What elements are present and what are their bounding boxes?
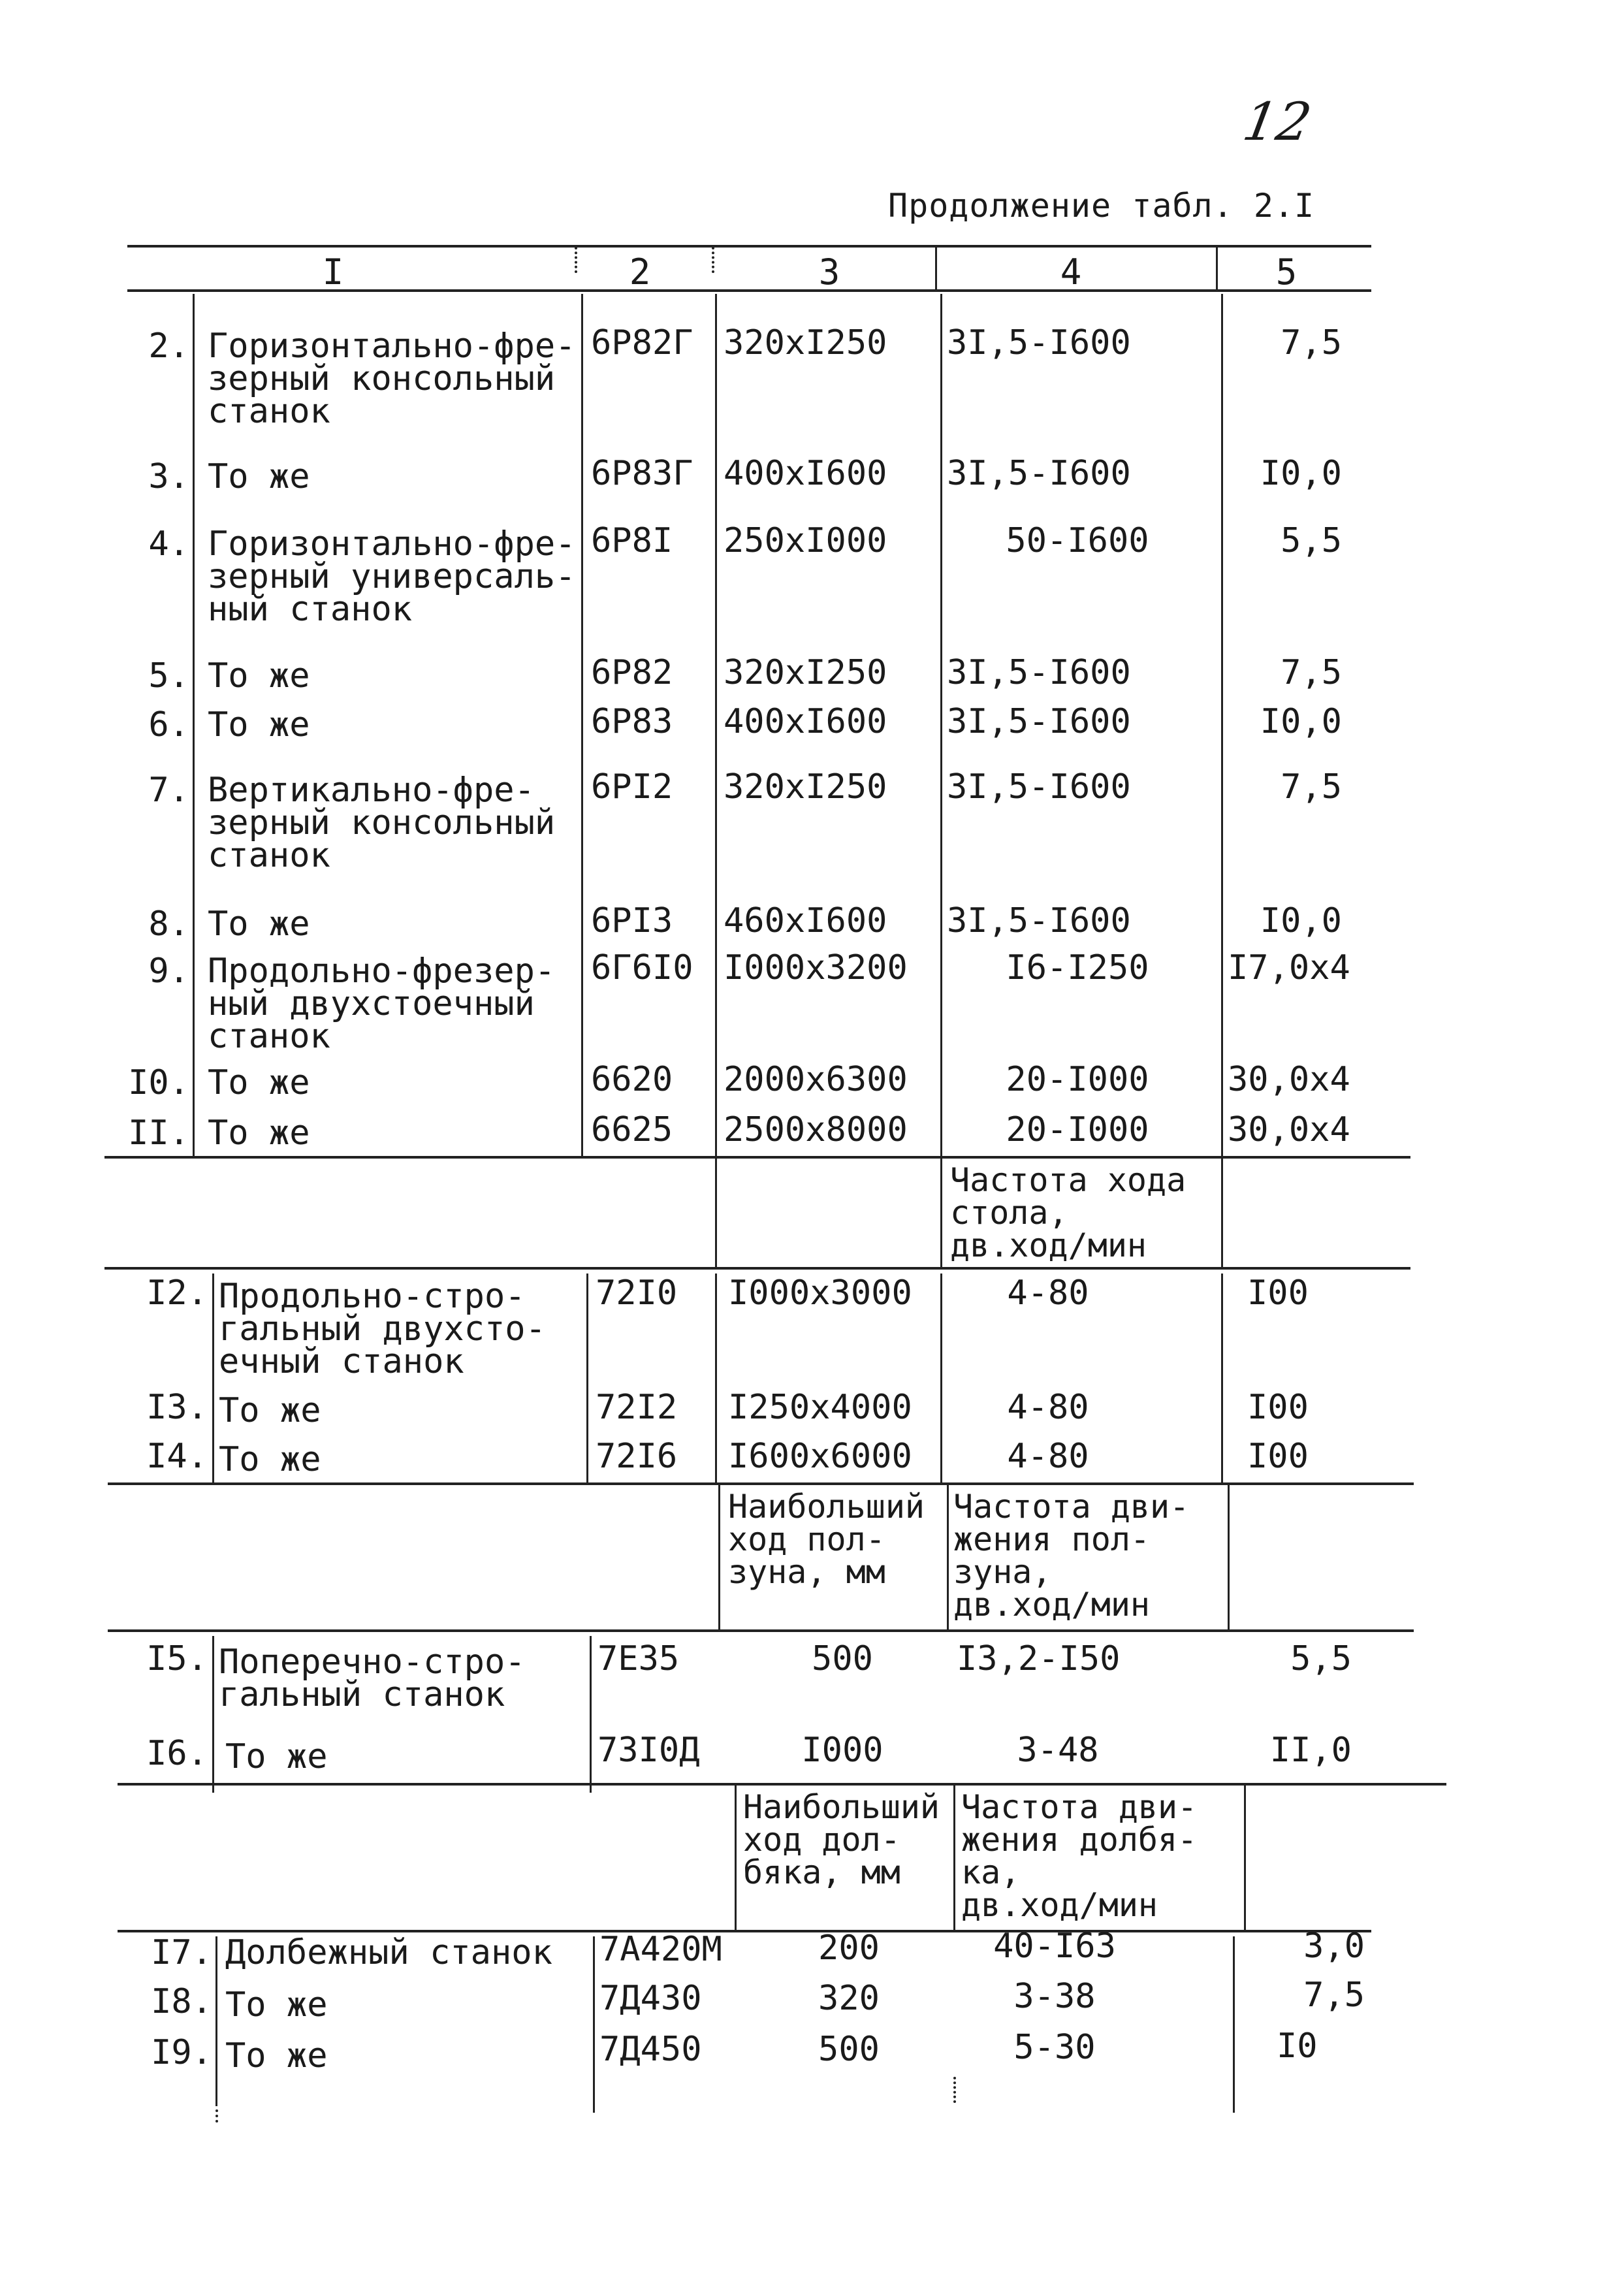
- row-size: I250x4000: [728, 1388, 912, 1427]
- row-range: 3-48: [1017, 1731, 1099, 1770]
- row-model: 7Д450: [599, 2030, 702, 2069]
- column-rule: [590, 1636, 592, 1793]
- row-model: 7Д430: [599, 1979, 702, 2018]
- row-name: Горизонтально-фре- зерный универсаль- ный станок: [208, 524, 576, 629]
- row-size: 2500x8000: [724, 1110, 908, 1149]
- row-range: 20-I000: [1006, 1110, 1149, 1149]
- row-number: 7.: [148, 771, 189, 810]
- column-rule: [715, 1156, 717, 1267]
- row-range: 3I,5-I600: [947, 454, 1131, 493]
- row-number: 6.: [148, 705, 189, 745]
- row-size: 500: [812, 1639, 873, 1678]
- row-number: I0.: [128, 1063, 189, 1102]
- column-rule: [715, 1274, 717, 1482]
- row-model: 6Р83Г: [591, 454, 693, 493]
- row-range: I6-I250: [1006, 948, 1149, 987]
- row-model: 6Р82: [591, 653, 673, 692]
- row-name: То же: [225, 1985, 328, 2025]
- column-rule: [1221, 294, 1223, 1156]
- row-power: 3,0: [1303, 1927, 1365, 1966]
- column-rule: [953, 2077, 956, 2103]
- row-name: То же: [225, 2036, 328, 2075]
- row-size: 320xI250: [724, 323, 887, 362]
- subheader-col-4: Частота дви- жения долбя- ка, дв.ход/мин: [961, 1788, 1198, 1924]
- row-model: 6Р83: [591, 702, 673, 741]
- row-range: 3I,5-I600: [947, 702, 1131, 741]
- row-name: Вертикально-фре- зерный консольный станок: [208, 771, 556, 875]
- row-power: I00: [1247, 1437, 1309, 1476]
- row-model: 6620: [591, 1060, 673, 1099]
- row-name: То же: [219, 1391, 321, 1430]
- row-number: 4.: [148, 524, 189, 564]
- row-model: 6РI2: [591, 767, 673, 807]
- section-rule: [108, 1482, 1414, 1485]
- column-rule: [715, 294, 717, 1156]
- row-range: 4-80: [1007, 1388, 1089, 1427]
- row-range: I3,2-I50: [957, 1639, 1121, 1678]
- row-number: I3.: [146, 1388, 208, 1427]
- row-name: То же: [208, 656, 310, 696]
- row-number: 3.: [148, 457, 189, 496]
- row-number: I2.: [146, 1274, 208, 1313]
- header-col-3: 3: [818, 251, 840, 293]
- row-name: Продольно-фрезер- ный двухстоечный станок: [208, 952, 556, 1056]
- row-range: 4-80: [1007, 1274, 1089, 1313]
- row-number: I7.: [151, 1933, 212, 1972]
- column-rule: [1221, 1274, 1223, 1482]
- column-rule: [593, 1936, 595, 2113]
- header-divider: [575, 247, 577, 273]
- row-size: 320xI250: [724, 767, 887, 807]
- column-rule: [212, 1274, 214, 1482]
- row-model: 7А420М: [599, 1930, 722, 1969]
- row-model: 72I2: [596, 1388, 678, 1427]
- subheader-col-3: Наибольший ход пол- зуна, мм: [728, 1488, 925, 1591]
- row-number: I9.: [151, 2033, 212, 2072]
- column-rule: [215, 1936, 217, 2106]
- row-range: 3-38: [1013, 1977, 1096, 2016]
- row-name: Продольно-стро- гальный двухсто- ечный станок: [219, 1277, 546, 1381]
- row-size: 400xI600: [724, 454, 887, 493]
- column-rule: [1233, 1936, 1235, 2113]
- row-model: 6Г6I0: [591, 948, 693, 987]
- row-model: 72I6: [596, 1437, 678, 1476]
- column-rule: [1244, 1783, 1246, 1930]
- row-name: То же: [208, 457, 310, 496]
- column-rule: [193, 294, 195, 1156]
- column-rule: [940, 294, 942, 1156]
- row-power: I0,0: [1260, 901, 1342, 940]
- row-name: То же: [208, 705, 310, 745]
- row-range: 3I,5-I600: [947, 323, 1131, 362]
- column-rule: [1221, 1156, 1223, 1267]
- row-size: 460xI600: [724, 901, 887, 940]
- row-power: 5,5: [1281, 521, 1342, 560]
- column-rule: [947, 1482, 949, 1629]
- subheader-col-4: Частота хода стола, дв.ход/мин: [950, 1161, 1186, 1264]
- row-power: 7,5: [1281, 767, 1342, 807]
- row-power: 30,0x4: [1228, 1110, 1350, 1149]
- row-number: I4.: [146, 1437, 208, 1476]
- row-model: 6РI3: [591, 901, 673, 940]
- table-caption: Продолжение табл. 2.I: [888, 187, 1315, 225]
- row-number: 8.: [148, 905, 189, 944]
- column-rule: [586, 1274, 588, 1482]
- row-model: 7Е35: [597, 1639, 680, 1678]
- row-name: То же: [208, 1063, 310, 1102]
- row-power: I00: [1247, 1274, 1309, 1313]
- column-rule: [212, 1636, 214, 1793]
- row-model: 72I0: [596, 1274, 678, 1313]
- row-name: Долбежный станок: [225, 1933, 552, 1972]
- row-range: 5-30: [1013, 2028, 1096, 2067]
- row-range: 20-I000: [1006, 1060, 1149, 1099]
- row-size: I600x6000: [728, 1437, 912, 1476]
- subheader-col-3: Наибольший ход дол- бяка, мм: [743, 1788, 940, 1891]
- row-power: 7,5: [1281, 323, 1342, 362]
- column-rule: [953, 1783, 955, 1930]
- column-rule: [940, 1274, 942, 1482]
- header-divider: [712, 247, 714, 273]
- row-number: I5.: [146, 1639, 208, 1678]
- row-number: I6.: [146, 1734, 208, 1773]
- row-range: 4-80: [1007, 1437, 1089, 1476]
- row-number: I8.: [151, 1982, 212, 2021]
- subheader-col-4: Частота дви- жения пол- зуна, дв.ход/мин: [953, 1488, 1190, 1624]
- row-name: То же: [208, 905, 310, 944]
- column-rule: [1228, 1482, 1230, 1629]
- header-top-rule: [127, 245, 1371, 248]
- row-range: 3I,5-I600: [947, 653, 1131, 692]
- column-rule: [215, 2109, 218, 2123]
- row-model: 73I0Д: [597, 1731, 700, 1770]
- row-power: 30,0x4: [1228, 1060, 1350, 1099]
- row-size: 200: [818, 1929, 880, 1968]
- section-rule: [108, 1629, 1414, 1632]
- row-power: 5,5: [1290, 1639, 1352, 1678]
- row-model: 6Р8I: [591, 521, 673, 560]
- row-name: Горизонтально-фре- зерный консольный станок: [208, 327, 576, 431]
- row-number: II.: [128, 1113, 189, 1153]
- row-power: I0,0: [1260, 454, 1342, 493]
- row-power: I0,0: [1260, 702, 1342, 741]
- header-divider: [935, 247, 937, 289]
- row-size: I000: [801, 1731, 884, 1770]
- row-name: То же: [225, 1737, 328, 1776]
- row-size: I000x3200: [724, 948, 908, 987]
- column-rule: [581, 294, 583, 1156]
- header-col-4: 4: [1060, 251, 1082, 293]
- row-power: I00: [1247, 1388, 1309, 1427]
- row-model: 6625: [591, 1110, 673, 1149]
- header-col-2: 2: [629, 251, 651, 293]
- row-size: 250xI000: [724, 521, 887, 560]
- page-number: 12: [1238, 91, 1316, 152]
- row-number: 9.: [148, 952, 189, 991]
- header-divider: [1216, 247, 1218, 289]
- row-range: 40-I63: [993, 1927, 1116, 1966]
- row-power: I7,0x4: [1228, 948, 1350, 987]
- header-bottom-rule: [127, 289, 1371, 292]
- row-power: I0: [1277, 2027, 1318, 2066]
- row-power: II,0: [1269, 1731, 1352, 1770]
- row-range: 3I,5-I600: [947, 767, 1131, 807]
- row-name: То же: [219, 1440, 321, 1479]
- section-rule: [104, 1267, 1410, 1270]
- row-size: 320xI250: [724, 653, 887, 692]
- row-size: I000x3000: [728, 1274, 912, 1313]
- row-power: 7,5: [1303, 1976, 1365, 2015]
- row-size: 2000x6300: [724, 1060, 908, 1099]
- row-power: 7,5: [1281, 653, 1342, 692]
- row-model: 6Р82Г: [591, 323, 693, 362]
- row-range: 3I,5-I600: [947, 901, 1131, 940]
- header-col-5: 5: [1275, 251, 1298, 293]
- header-col-1: I: [322, 251, 344, 293]
- column-rule: [940, 1156, 942, 1267]
- row-name: То же: [208, 1113, 310, 1153]
- row-size: 400xI600: [724, 702, 887, 741]
- row-number: 5.: [148, 656, 189, 696]
- row-number: 2.: [148, 327, 189, 366]
- column-rule: [718, 1482, 720, 1629]
- section-rule: [118, 1783, 1446, 1786]
- section-rule: [104, 1156, 1410, 1159]
- row-size: 320: [818, 1979, 880, 2018]
- column-rule: [735, 1783, 737, 1930]
- row-name: Поперечно-стро- гальный станок: [219, 1642, 526, 1714]
- row-size: 500: [818, 2030, 880, 2069]
- row-range: 50-I600: [1006, 521, 1149, 560]
